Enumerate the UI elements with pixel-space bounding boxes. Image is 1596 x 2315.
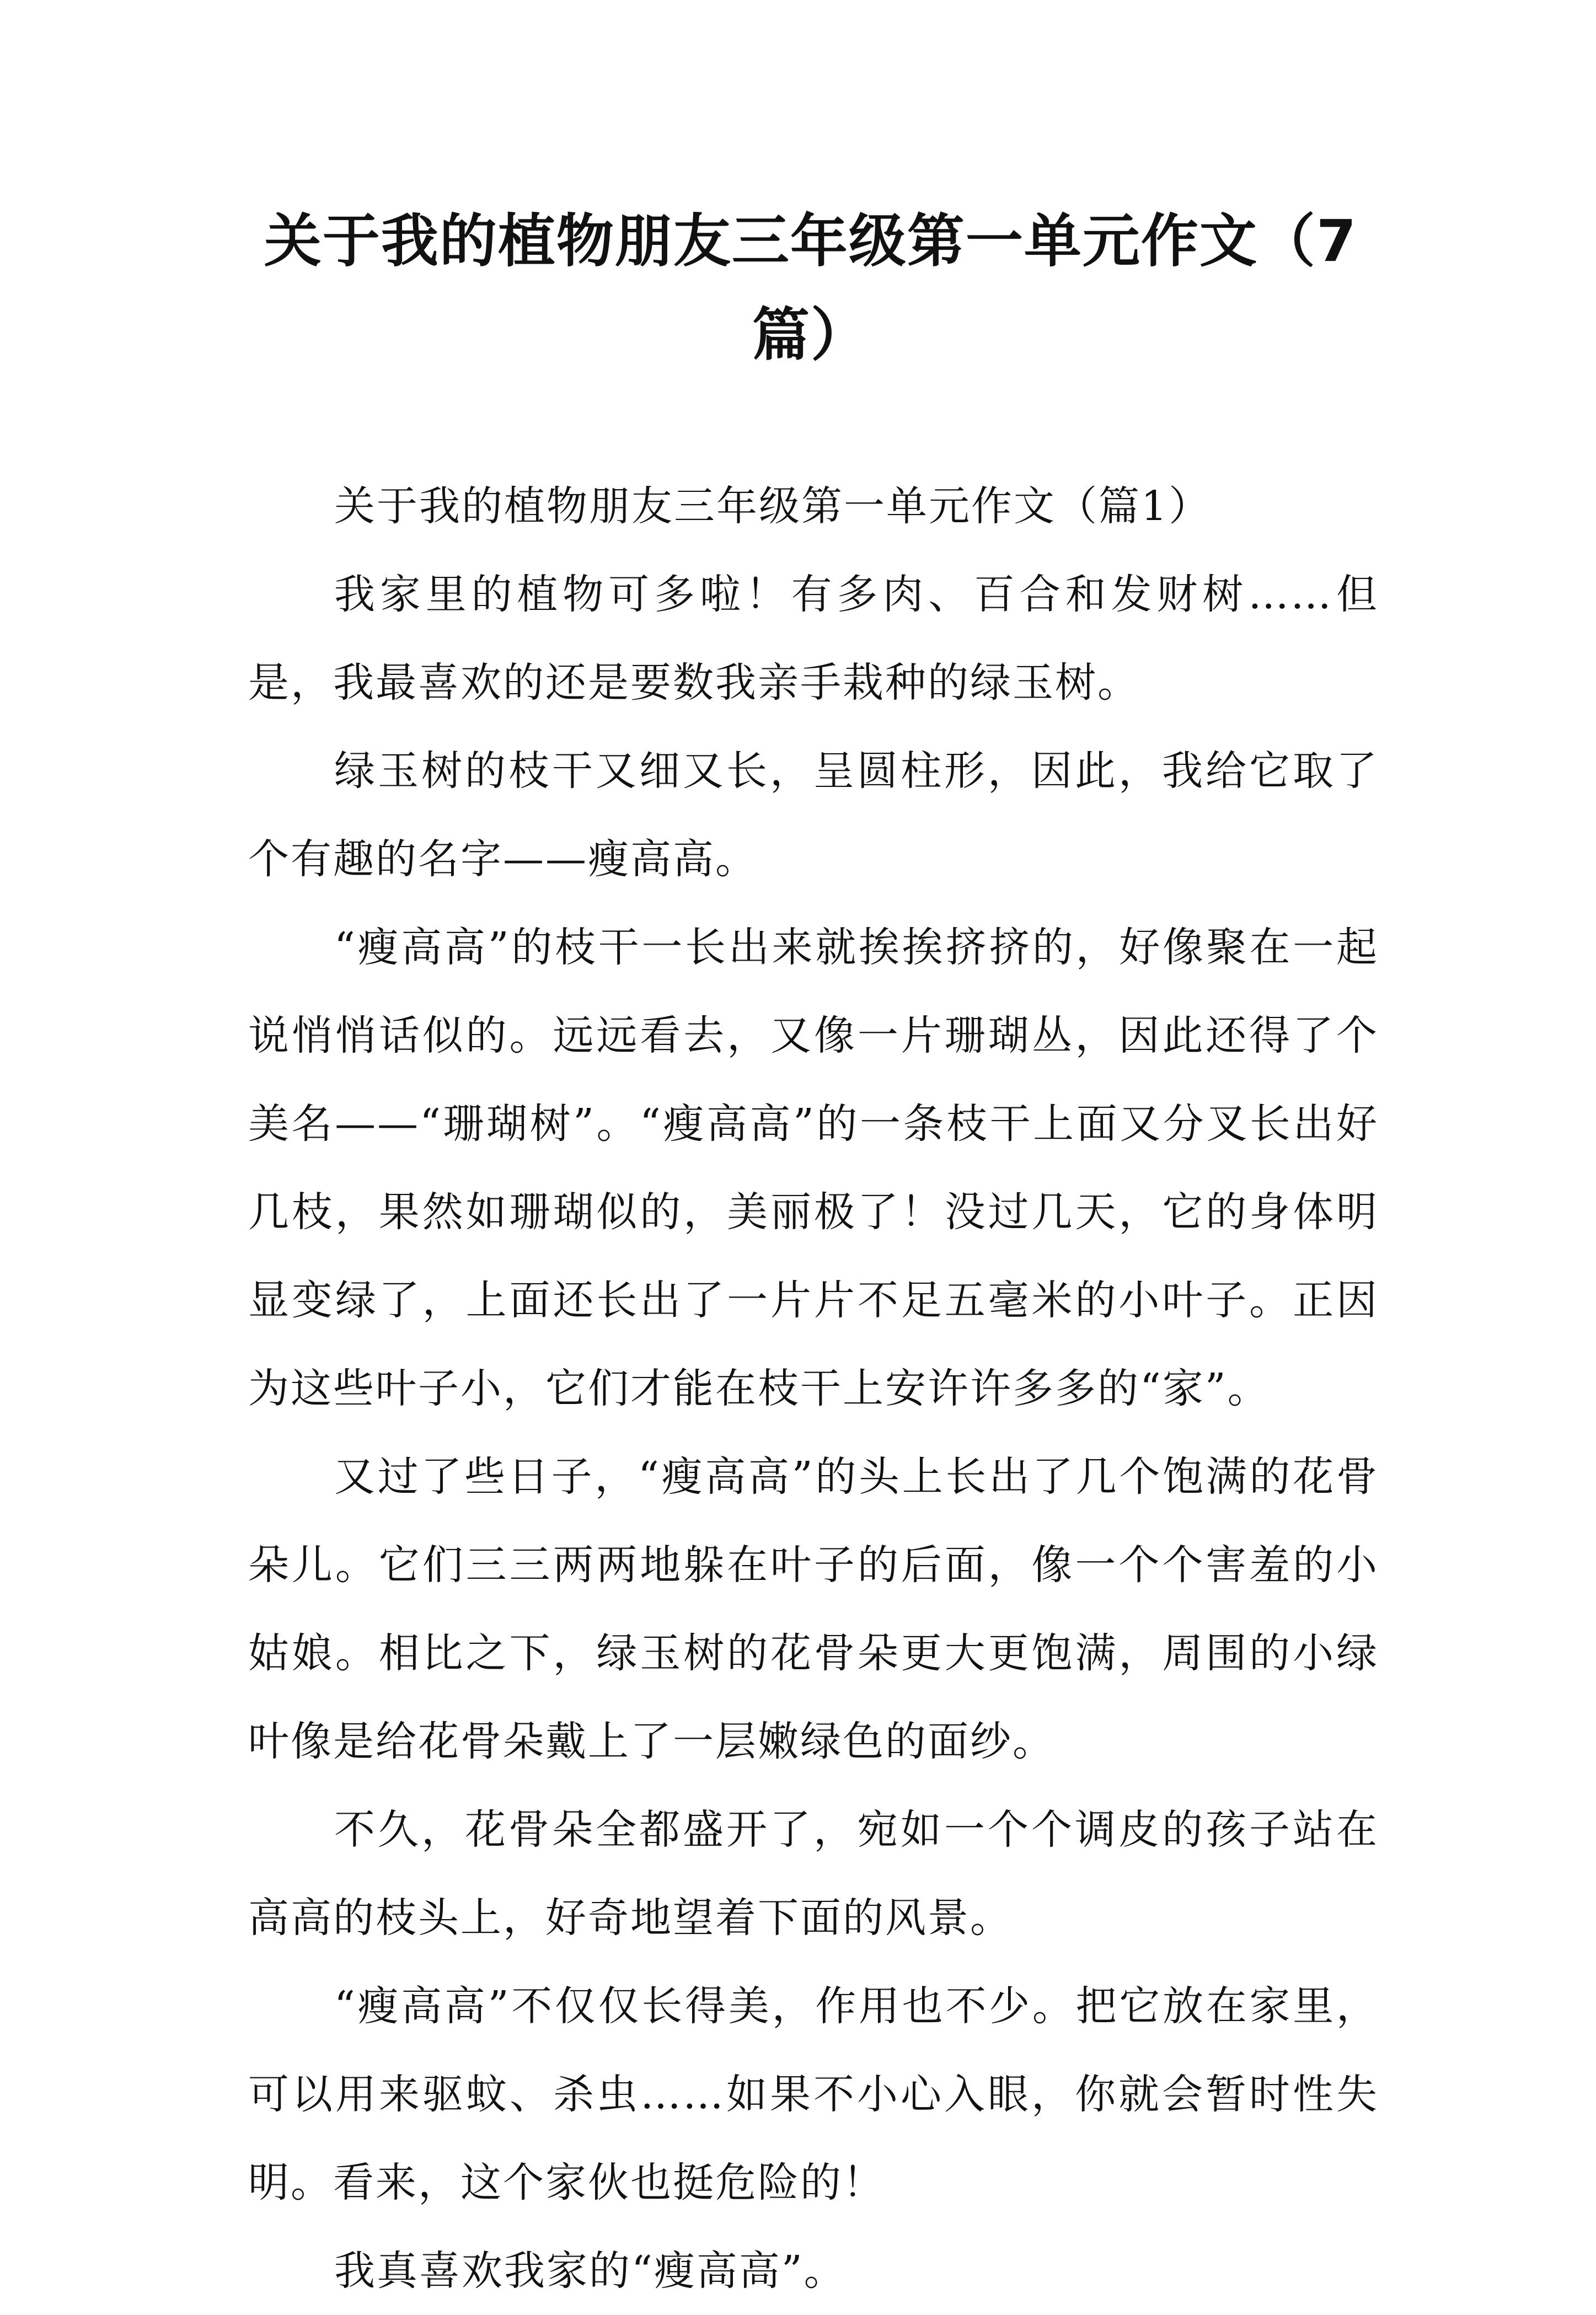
paragraph-blossom: 不久，花骨朵全都盛开了，宛如一个个调皮的孩子站在高高的枝头上，好奇地望着下面的风景。 [248,1806,1379,1942]
document-body [248,462,1379,2315]
paragraph-name-origin: 绿玉树的枝干又细又长，呈圆柱形，因此，我给它取了个有趣的名字——瘦高高。 [248,747,1379,883]
paragraph-conclusion: 我真喜欢我家的“瘦高高”。 [334,2247,847,2295]
paragraph-buds: 又过了些日子，“瘦高高”的头上长出了几个饱满的花骨朵儿。它们三三两两地躲在叶子的后面，像一个个害羞的小姑娘。相比之下，绿玉树的花骨朵更大更饱满，周围的小绿叶像是给花骨朵戴上了一层嫩绿色的面纱。 [248,1453,1379,1765]
paragraph-uses: “瘦高高”不仅仅长得美，作用也不少。把它放在家里，可以用来驱蚊、杀虫……如果不小心入眼，你就会暂时性失明。看来，这个家伙也挺危险的！ [248,1982,1379,2206]
document-title: 关于我的植物朋友三年级第一单元作文（7篇） [264,207,1358,368]
paragraph-intro: 我家里的植物可多啦！有多肉、百合和发财树……但是，我最喜欢的还是要数我亲手栽种的绿玉树。 [248,571,1379,706]
paragraph-branches: “瘦高高”的枝干一长出来就挨挨挤挤的，好像聚在一起说悄悄话似的。远远看去，又像一片珊瑚丛，因此还得了个美名——“珊瑚树”。“瘦高高”的一条枝干上面又分叉长出好几枝，果然如珊瑚似的，美丽极了！没过几天，它的身体明显变绿了，上面还长出了一片片不足五毫米的小叶子。正因为这些叶子小，它们才能在枝干上安许许多多的“家”。 [248,924,1379,1412]
paragraph-subtitle: 关于我的植物朋友三年级第一单元作文（篇1） [334,483,1212,530]
